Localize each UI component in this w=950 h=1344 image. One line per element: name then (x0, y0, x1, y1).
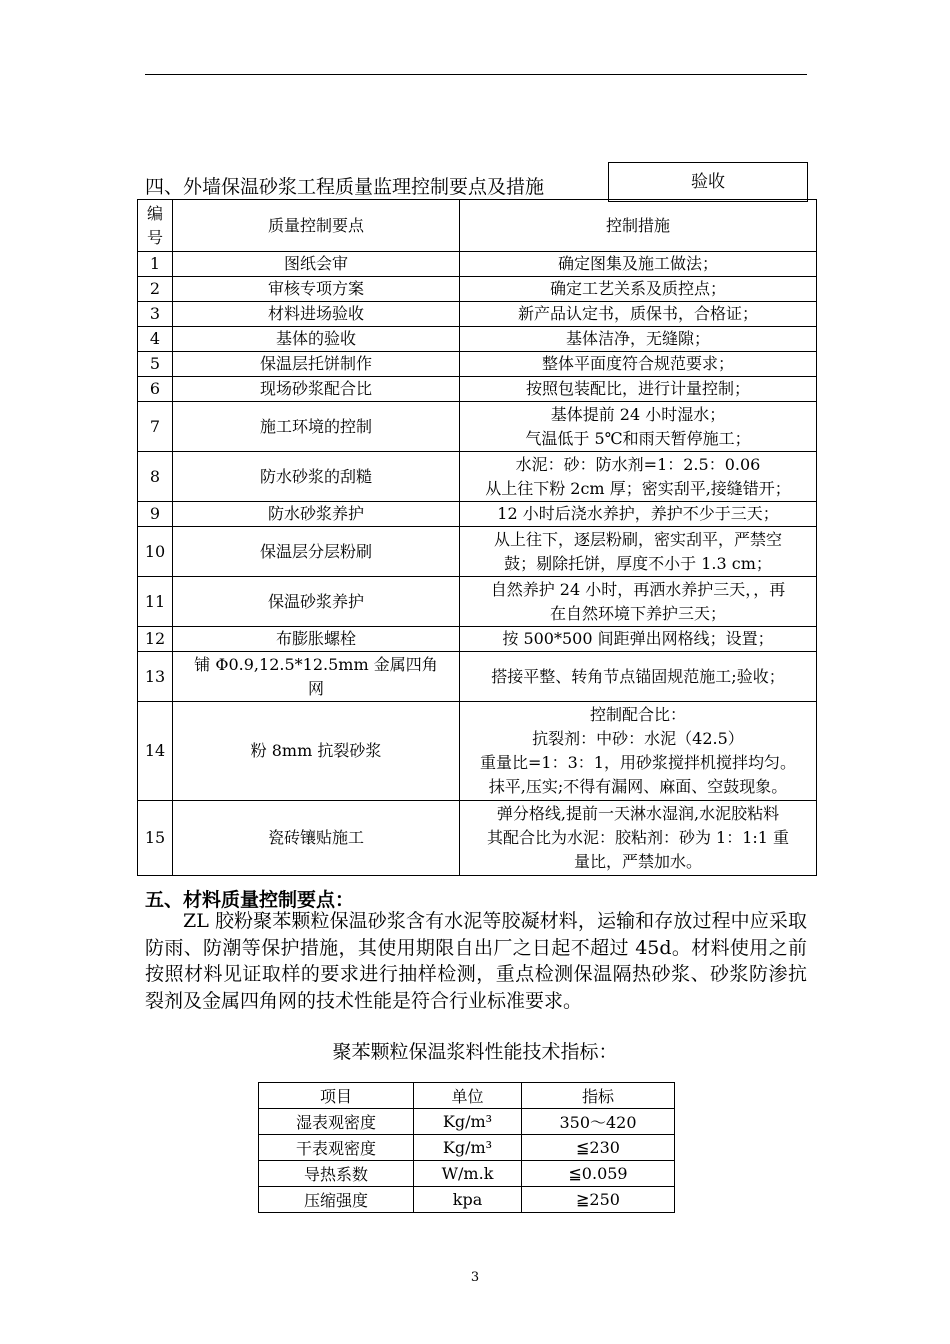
table-row (138, 452, 817, 502)
control-measure-text: 水泥：砂：防水剂=1：2.5：0.06 (515, 454, 761, 474)
control-measure-text: 控制配合比： (589, 705, 686, 724)
header-no-line: 编 (146, 203, 163, 223)
control-measure-cell (460, 377, 817, 402)
control-point-text: 防水砂浆养护 (267, 504, 364, 523)
table-row (138, 702, 817, 801)
control-point-text: 基体的验收 (275, 329, 356, 348)
control-point-cell (173, 627, 460, 652)
spec-item: 压缩强度 (259, 1187, 414, 1213)
table-row (138, 652, 817, 702)
control-measure-text: 抗裂剂：中砂：水泥（42.5） (532, 729, 744, 748)
control-point-cell (173, 452, 460, 502)
header-rule (145, 74, 807, 75)
table-row (138, 577, 817, 627)
control-measure-text: 整体平面度符合规范要求； (541, 354, 734, 373)
control-measure-cell (460, 452, 817, 502)
quality-control-table-body (138, 200, 817, 876)
row-number: 10 (138, 527, 173, 577)
spec-unit: W/m.k (414, 1161, 522, 1187)
control-measure-text: 确定图集及施工做法； (557, 254, 718, 273)
spec-row (259, 1109, 675, 1135)
table-row (138, 327, 817, 352)
table-header-row (138, 200, 817, 252)
quality-control-table (137, 199, 817, 876)
control-point-text: 铺 Φ0.9,12.5*12.5mm 金属四角 (194, 654, 438, 674)
control-point-cell (173, 577, 460, 627)
acceptance-stamp-box: 验收 (608, 162, 808, 202)
control-measure-cell (460, 627, 817, 652)
control-measure-text: 基体提前 24 小时湿水； (550, 404, 726, 424)
page-number: 3 (470, 1270, 480, 1285)
control-measure-text: 12 小时后浇水养护，养护不少于三天； (497, 504, 779, 523)
spec-unit: kpa (414, 1187, 522, 1213)
control-point-cell (173, 402, 460, 452)
row-number: 11 (138, 577, 173, 627)
table-row (138, 252, 817, 277)
spec-row (259, 1161, 675, 1187)
section5-title: 五、材料质量控制要点： (145, 889, 355, 911)
control-point-text: 保温砂浆养护 (267, 591, 364, 611)
spec-value: ≦0.059 (522, 1161, 675, 1187)
control-measure-text: 重量比=1：3：1，用砂浆搅拌机搅拌均匀。 (480, 753, 796, 772)
control-measure-text: 气温低于 5℃和雨天暂停施工； (525, 428, 751, 448)
control-point-cell (173, 377, 460, 402)
row-number: 3 (138, 302, 173, 327)
row-number: 14 (138, 702, 173, 801)
control-measure-cell (460, 352, 817, 377)
control-measure-text: 按照包装配比，进行计量控制； (525, 379, 750, 398)
control-point-text: 保温层托饼制作 (259, 354, 372, 373)
control-point-text: 施工环境的控制 (259, 416, 372, 436)
control-measure-cell (460, 502, 817, 527)
control-point-cell (173, 801, 460, 876)
control-point-text: 现场砂浆配合比 (259, 379, 372, 398)
control-point-text: 防水砂浆的刮糙 (259, 466, 372, 486)
control-measure-text: 搭接平整、转角节点锚固规范施工;验收； (491, 666, 785, 686)
control-measure-text: 从上往下，逐层粉刷，密实刮平，严禁空 (493, 529, 782, 549)
control-measure-cell (460, 402, 817, 452)
control-measure-text: 鼓；剔除托饼，厚度不小于 1.3 cm； (504, 553, 772, 573)
control-point-text: 材料进场验收 (267, 304, 364, 323)
header-point: 质量控制要点 (173, 200, 460, 252)
spec-item: 干表观密度 (259, 1135, 414, 1161)
control-point-cell (173, 527, 460, 577)
spec-table-body (259, 1083, 675, 1213)
control-measure-text: 确定工艺关系及质控点； (549, 279, 726, 298)
control-measure-text: 自然养护 24 小时，再洒水养护三天，，再 (490, 579, 786, 599)
spec-value: 350～420 (522, 1109, 675, 1135)
control-measure-cell (460, 801, 817, 876)
control-measure-text: 从上往下粉 2cm 厚；密实刮平,接缝错开； (485, 478, 791, 498)
table-row (138, 277, 817, 302)
header-no (138, 200, 173, 252)
row-number: 9 (138, 502, 173, 527)
control-measure-text: 其配合比为水泥：胶粘剂：砂为 1：1:1 重 (486, 828, 790, 847)
row-number: 7 (138, 402, 173, 452)
control-measure-text: 新产品认定书，质保书，合格证； (517, 304, 758, 323)
header-no-line: 号 (146, 227, 163, 247)
table-row (138, 801, 817, 876)
row-number: 2 (138, 277, 173, 302)
control-point-cell (173, 327, 460, 352)
spec-header-index: 指标 (522, 1083, 675, 1109)
row-number: 13 (138, 652, 173, 702)
table-row (138, 352, 817, 377)
control-measure-text: 抹平,压实;不得有漏网、麻面、空鼓现象。 (488, 777, 788, 796)
control-point-cell (173, 252, 460, 277)
control-measure-text: 弹分格线,提前一天淋水湿润,水泥胶粘料 (496, 804, 780, 823)
control-point-cell (173, 652, 460, 702)
material-paragraph: ZL 胶粉聚苯颗粒保温砂浆含有水泥等胶凝材料，运输和存放过程中应采取防雨、防潮等保护措施，其使用期限自出厂之日起不超过 45d。材料使用之前按照材料见证取样的要求进行抽样检测，重点检测保温隔热砂浆、砂浆防渗抗裂剂及金属四角网的技术性能是符合行业标准要求。 (145, 910, 807, 1012)
row-number: 12 (138, 627, 173, 652)
spec-table (258, 1082, 675, 1213)
control-point-cell (173, 352, 460, 377)
control-measure-text: 量比，严禁加水。 (573, 852, 702, 871)
table-row (138, 377, 817, 402)
control-point-text: 网 (307, 678, 324, 698)
control-point-text: 布膨胀螺栓 (275, 629, 356, 648)
row-number: 8 (138, 452, 173, 502)
spec-header-unit: 单位 (414, 1083, 522, 1109)
control-point-cell (173, 502, 460, 527)
spec-item: 导热系数 (259, 1161, 414, 1187)
table-row (138, 302, 817, 327)
table-row (138, 402, 817, 452)
control-measure-cell (460, 277, 817, 302)
spec-unit: Kg/m³ (414, 1135, 522, 1161)
control-point-cell (173, 702, 460, 801)
table-row (138, 502, 817, 527)
control-point-cell (173, 302, 460, 327)
control-point-text: 审核专项方案 (267, 279, 364, 298)
control-measure-cell (460, 702, 817, 801)
control-point-text: 瓷砖镶贴施工 (267, 828, 364, 847)
control-point-cell (173, 277, 460, 302)
table-row (138, 627, 817, 652)
header-measure: 控制措施 (460, 200, 817, 252)
row-number: 6 (138, 377, 173, 402)
spec-row (259, 1187, 675, 1213)
spec-value: ≧250 (522, 1187, 675, 1213)
control-measure-text: 按 500*500 间距弹出网格线；设置； (502, 629, 774, 648)
control-measure-text: 基体洁净，无缝隙； (565, 329, 710, 348)
section4-title: 四、外墙保温砂浆工程质量监理控制要点及措施 (145, 176, 545, 198)
row-number: 15 (138, 801, 173, 876)
row-number: 1 (138, 252, 173, 277)
control-measure-cell (460, 577, 817, 627)
spec-row (259, 1135, 675, 1161)
spec-table-title: 聚苯颗粒保温浆料性能技术指标： (332, 1041, 618, 1063)
spec-header-row (259, 1083, 675, 1109)
spec-unit: Kg/m³ (414, 1109, 522, 1135)
control-measure-cell (460, 327, 817, 352)
control-point-text: 保温层分层粉刷 (259, 541, 372, 561)
table-row (138, 527, 817, 577)
control-measure-text: 在自然环境下养护三天； (549, 603, 726, 623)
row-number: 4 (138, 327, 173, 352)
control-point-text: 粉 8mm 抗裂砂浆 (250, 741, 382, 760)
row-number: 5 (138, 352, 173, 377)
spec-header-item: 项目 (259, 1083, 414, 1109)
control-measure-cell (460, 252, 817, 277)
control-measure-cell (460, 302, 817, 327)
spec-value: ≦230 (522, 1135, 675, 1161)
spec-item: 湿表观密度 (259, 1109, 414, 1135)
control-measure-cell (460, 652, 817, 702)
control-point-text: 图纸会审 (283, 254, 348, 273)
control-measure-cell (460, 527, 817, 577)
